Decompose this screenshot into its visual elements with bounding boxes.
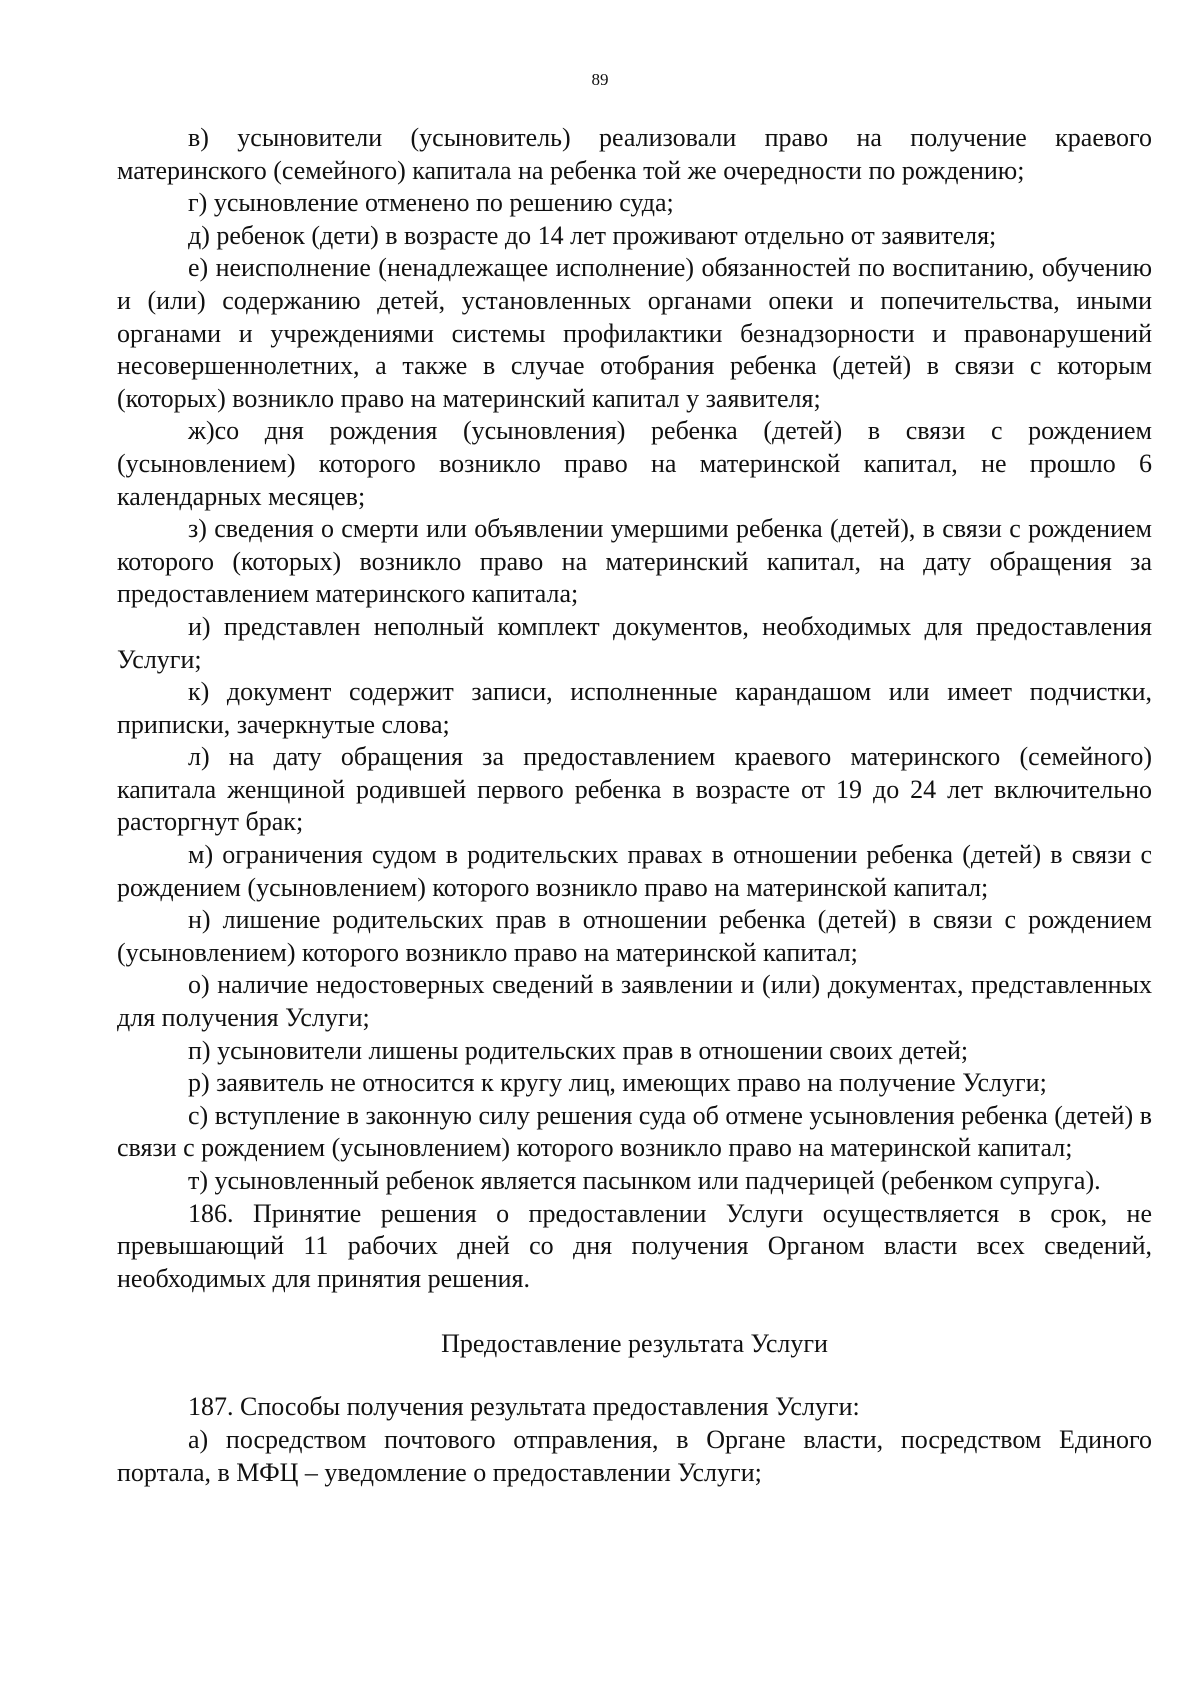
paragraph-zh: ж)со дня рождения (усыновления) ребенка (детей) в связи с рождением (усыновлением) которого возникло право на материнской капитал, не прошло 6 календарных месяцев; (117, 416, 1152, 511)
paragraph-l: л) на дату обращения за предоставлением краевого материнского (семейного) капитала женщиной родившей первого ребенка в возрасте от 19 до 24 лет включительно расторгнут брак; (117, 742, 1152, 837)
paragraph-187: 187. Способы получения результата предоставления Услуги: (188, 1392, 860, 1422)
paragraph-i: и) представлен неполный комплект документов, необходимых для предоставления Услуги; (117, 611, 1152, 674)
paragraph-v: в) усыновители (усыновитель) реализовали право на получение краевого материнского (семейного) капитала на ребенка той же очередности по рождению; (117, 123, 1152, 185)
section-heading: Предоставление результата Услуги (441, 1329, 828, 1359)
paragraph-n: н) лишение родительских прав в отношении ребенка (детей) в связи с рождением (усыновлением) которого возникло право на материнской капитал; (117, 905, 1152, 967)
paragraph-r: р) заявитель не относится к кругу лиц, имеющих право на получение Услуги; (188, 1068, 1047, 1098)
paragraph-m: м) ограничения судом в родительских правах в отношении ребенка (детей) в связи с рождением (усыновлением) которого возникло право на материнской капитал; (117, 840, 1152, 902)
paragraph-t: т) усыновленный ребенок является пасынком или падчерицей (ребенком супруга). (188, 1166, 1101, 1195)
document-body (117, 122, 1152, 1489)
page-number: 89 (591, 70, 609, 89)
paragraph-187-a: а) посредством почтового отправления, в Органе власти, посредством Единого портала, в МФЦ – уведомление о предоставлении Услуги; (117, 1424, 1152, 1487)
paragraph-o: о) наличие недостоверных сведений в заявлении и (или) документах, представленных для получения Услуги; (117, 970, 1152, 1033)
paragraph-z: з) сведения о смерти или объявлении умершими ребенка (детей), в связи с рождением которого (которых) возникло право на материнский капитал, на дату обращения за предоставлением материнского капитала; (117, 514, 1152, 609)
paragraph-s: с) вступление в законную силу решения суда об отмене усыновления ребенка (детей) в связи с рождением (усыновлением) которого возникло право на материнской капитал; (117, 1100, 1152, 1163)
paragraph-186: 186. Принятие решения о предоставлении Услуги осуществляется в срок, не превышающий 11 рабочих дней со дня получения Органом власти всех сведений, необходимых для принятия решения. (117, 1198, 1152, 1293)
paragraph-p: п) усыновители лишены родительских прав в отношении своих детей; (188, 1035, 969, 1065)
paragraph-d: д) ребенок (дети) в возрасте до 14 лет проживают отдельно от заявителя; (188, 220, 997, 250)
paragraph-e: е) неисполнение (ненадлежащее исполнение) обязанностей по воспитанию, обучению и (или) содержанию детей, установленных органами опеки и попечительства, иными органами и учреждениями системы профилактики безнадзорности и правонарушений несовершеннолетних, а также в случае отобрания ребенка (детей) в связи с которым (которых) возникло право на материнский капитал у заявителя; (117, 253, 1152, 413)
paragraph-k: к) документ содержит записи, исполненные карандашом или имеет подчистки, приписки, зачеркнутые слова; (117, 677, 1152, 739)
paragraph-g: г) усыновление отменено по решению суда; (188, 188, 674, 218)
